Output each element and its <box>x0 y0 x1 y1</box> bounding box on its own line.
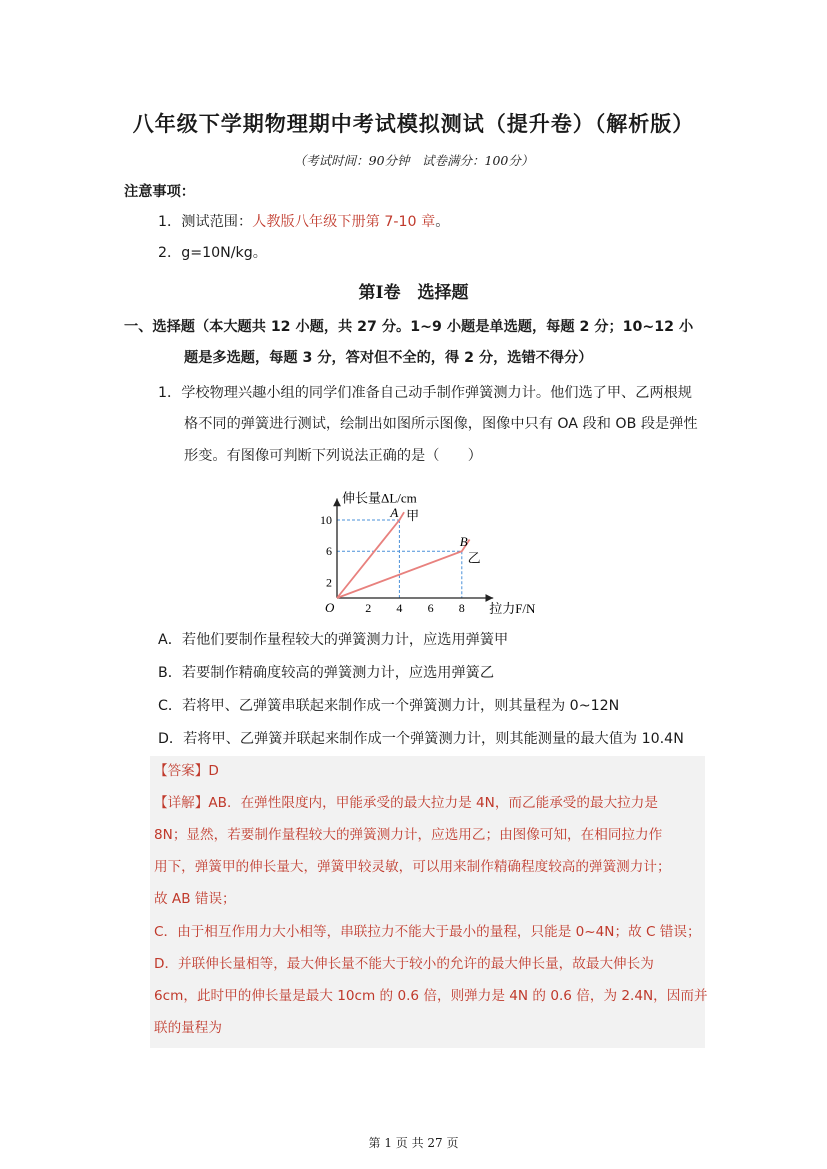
question-stem-line-1: 1．学校物理兴趣小组的同学们准备自己动手制作弹簧测力计。他们选了甲、乙两根规 <box>158 385 692 401</box>
x-axis-label: 拉力F/N <box>489 601 536 616</box>
question-stem-line-2: 格不同的弹簧进行测试，绘制出如图所示图像，图像中只有 OA 段和 OB 段是弹性 <box>184 416 698 432</box>
question-stem-line-3: 形变。有图像可判断下列说法正确的是（ ） <box>184 448 482 464</box>
notice-item-1-prefix: 1．测试范围： <box>158 214 253 230</box>
x-tick-label: 6 <box>427 601 434 615</box>
notice-item-2: 2．g=10N/kg。 <box>158 245 267 261</box>
explanation-line: 联的量程为 <box>154 1020 222 1036</box>
point-label-a: A <box>390 505 399 520</box>
origin-label: O <box>325 600 335 615</box>
notice-heading: 注意事项： <box>124 184 195 200</box>
page-footer: 第 1 页 共 27 页 <box>368 1136 459 1150</box>
explanation-line: 故 AB 错误； <box>154 891 236 907</box>
section-title: 第Ⅰ卷 选择题 <box>358 283 469 303</box>
explanation-line: C．由于相互作用力大小相等，串联拉力不能大于最小的量程，只能是 0~4N；故 C 错误； <box>154 924 701 940</box>
explanation-line: 用下，弹簧甲的伸长量大，弹簧甲较灵敏，可以用来制作精确程度较高的弹簧测力计； <box>154 859 671 875</box>
y-axis-label: 伸长量ΔL/cm <box>342 490 417 506</box>
y-tick-label: 2 <box>326 575 332 590</box>
explanation-line: 6cm，此时甲的伸长量是最大 10cm 的 0.6 倍，则弹力是 4N 的 0.6 倍，为 2.4N，因而并 <box>154 988 708 1004</box>
answer-label: 【答案】D <box>154 763 219 779</box>
x-tick-label: 2 <box>365 601 372 615</box>
part-instructions-line-2: 题是多选题，每题 3 分，答对但不全的，得 2 分，选错不得分） <box>184 350 593 366</box>
notice-item-1-highlight: 人教版八年级下册第 7-10 章 <box>252 214 436 230</box>
explanation-line: D．并联伸长量相等，最大伸长量不能大于较小的允许的最大伸长量，故最大伸长为 <box>154 956 654 972</box>
point-label-b: B <box>459 534 468 550</box>
y-tick-label: 10 <box>320 513 332 527</box>
option-a[interactable]: A．若他们要制作量程较大的弹簧测力计，应选用弹簧甲 <box>158 632 509 648</box>
notice-item-1-suffix: 。 <box>435 214 450 230</box>
part-instructions-line-1: 一、选择题（本大题共 12 小题，共 27 分。1~9 小题是单选题，每题 2 分；10~12 小 <box>124 319 694 335</box>
exam-info: （考试时间：90分钟 试卷满分：100分） <box>293 153 534 168</box>
option-c[interactable]: C．若将甲、乙弹簧串联起来制作成一个弹簧测力计，则其量程为 0~12N <box>158 698 620 714</box>
series-label-jia: 甲 <box>406 508 420 524</box>
explanation-line: 8N；显然，若要制作量程较大的弹簧测力计，应选用乙；由图像可知，在相同拉力作 <box>154 827 663 843</box>
x-tick-label: 8 <box>458 601 465 615</box>
page-title: 八年级下学期物理期中考试模拟测试（提升卷）（解析版） <box>132 111 695 136</box>
option-d[interactable]: D．若将甲、乙弹簧并联起来制作成一个弹簧测力计，则其能测量的最大值为 10.4N <box>158 731 684 747</box>
series-label-yi: 乙 <box>467 550 481 566</box>
notice-item-1 <box>158 212 449 232</box>
explanation-line: 【详解】AB．在弹性限度内，甲能承受的最大拉力是 4N，而乙能承受的最大拉力是 <box>154 795 658 811</box>
series-line-yi <box>337 540 470 599</box>
option-b[interactable]: B．若要制作精确度较高的弹簧测力计，应选用弹簧乙 <box>158 665 495 681</box>
x-tick-label: 4 <box>396 601 403 615</box>
y-tick-label: 6 <box>326 544 332 559</box>
spring-graph <box>300 476 550 621</box>
